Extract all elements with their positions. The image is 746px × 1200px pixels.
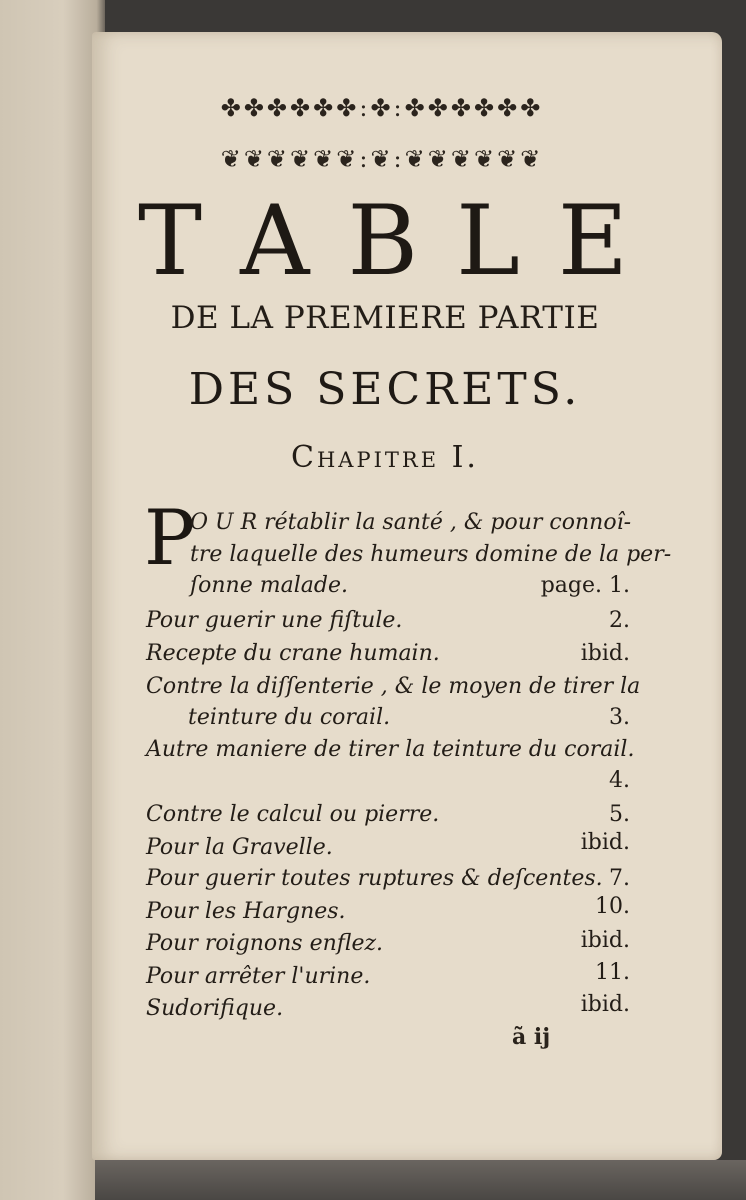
ornament-row-top: ✤✤✤✤✤✤:✤:✤✤✤✤✤✤ — [220, 96, 544, 120]
toc-entry: Pour roignons enflez. — [146, 931, 384, 956]
toc-entry: Pour les Hargnes. — [146, 899, 346, 924]
toc-page-ref: 11. — [595, 960, 630, 985]
page-title — [138, 185, 628, 297]
title-letter: T — [138, 185, 203, 297]
drop-cap: P — [144, 493, 196, 582]
toc-page-ref: 4. — [609, 768, 630, 793]
toc-page-ref: 3. — [609, 705, 630, 730]
toc-page-ref: ibid. — [580, 992, 630, 1017]
toc-page-ref: 10. — [595, 894, 630, 919]
toc-page-ref: 7. — [609, 866, 630, 891]
toc-entry: Autre maniere de tirer la teinture du corail. — [146, 737, 635, 762]
toc-entry: Contre la diſſenterie , & le moyen de tirer la — [146, 674, 641, 699]
toc-entry: Pour guerir toutes ruptures & deſcentes. — [146, 866, 603, 891]
title-letter: B — [347, 185, 419, 297]
intro-line-2: tre laquelle des humeurs domine de la per- — [190, 542, 672, 567]
subtitle: DE LA PREMIERE PARTIE — [170, 300, 600, 336]
facing-page-edge — [0, 0, 105, 1200]
title-letter: A — [240, 185, 310, 297]
toc-page-ref: ibid. — [580, 928, 630, 953]
title-letter: L — [456, 185, 520, 297]
chapter-heading: Chapitre I. — [291, 440, 479, 475]
toc-entry: teinture du corail. — [188, 705, 391, 730]
toc-entry: Pour guerir une fiſtule. — [146, 608, 403, 633]
toc-entry: Sudorifique. — [146, 996, 284, 1021]
subtitle-secrets: DES SECRETS. — [188, 364, 582, 415]
toc-page-ref: 2. — [609, 608, 630, 633]
intro-page-ref: page. 1. — [540, 573, 630, 598]
toc-entry: Recepte du crane humain. — [146, 641, 440, 666]
signature-mark: ã ij — [512, 1024, 551, 1050]
toc-page-ref: ibid. — [580, 641, 630, 666]
book-bottom-edge — [95, 1160, 746, 1200]
toc-entry: Contre le calcul ou pierre. — [146, 802, 440, 827]
title-letter: E — [557, 185, 628, 297]
toc-entry: Pour arrêter l'urine. — [146, 964, 371, 989]
intro-line-3: ſonne malade. — [190, 573, 348, 598]
toc-page-ref: ibid. — [580, 830, 630, 855]
intro-line-1: O U R rétablir la santé , & pour connoî- — [190, 510, 632, 535]
toc-entry: Pour la Gravelle. — [146, 835, 333, 860]
ornament-row-bottom: ❦❦❦❦❦❦:❦:❦❦❦❦❦❦ — [220, 147, 544, 171]
toc-page-ref: 5. — [609, 802, 630, 827]
